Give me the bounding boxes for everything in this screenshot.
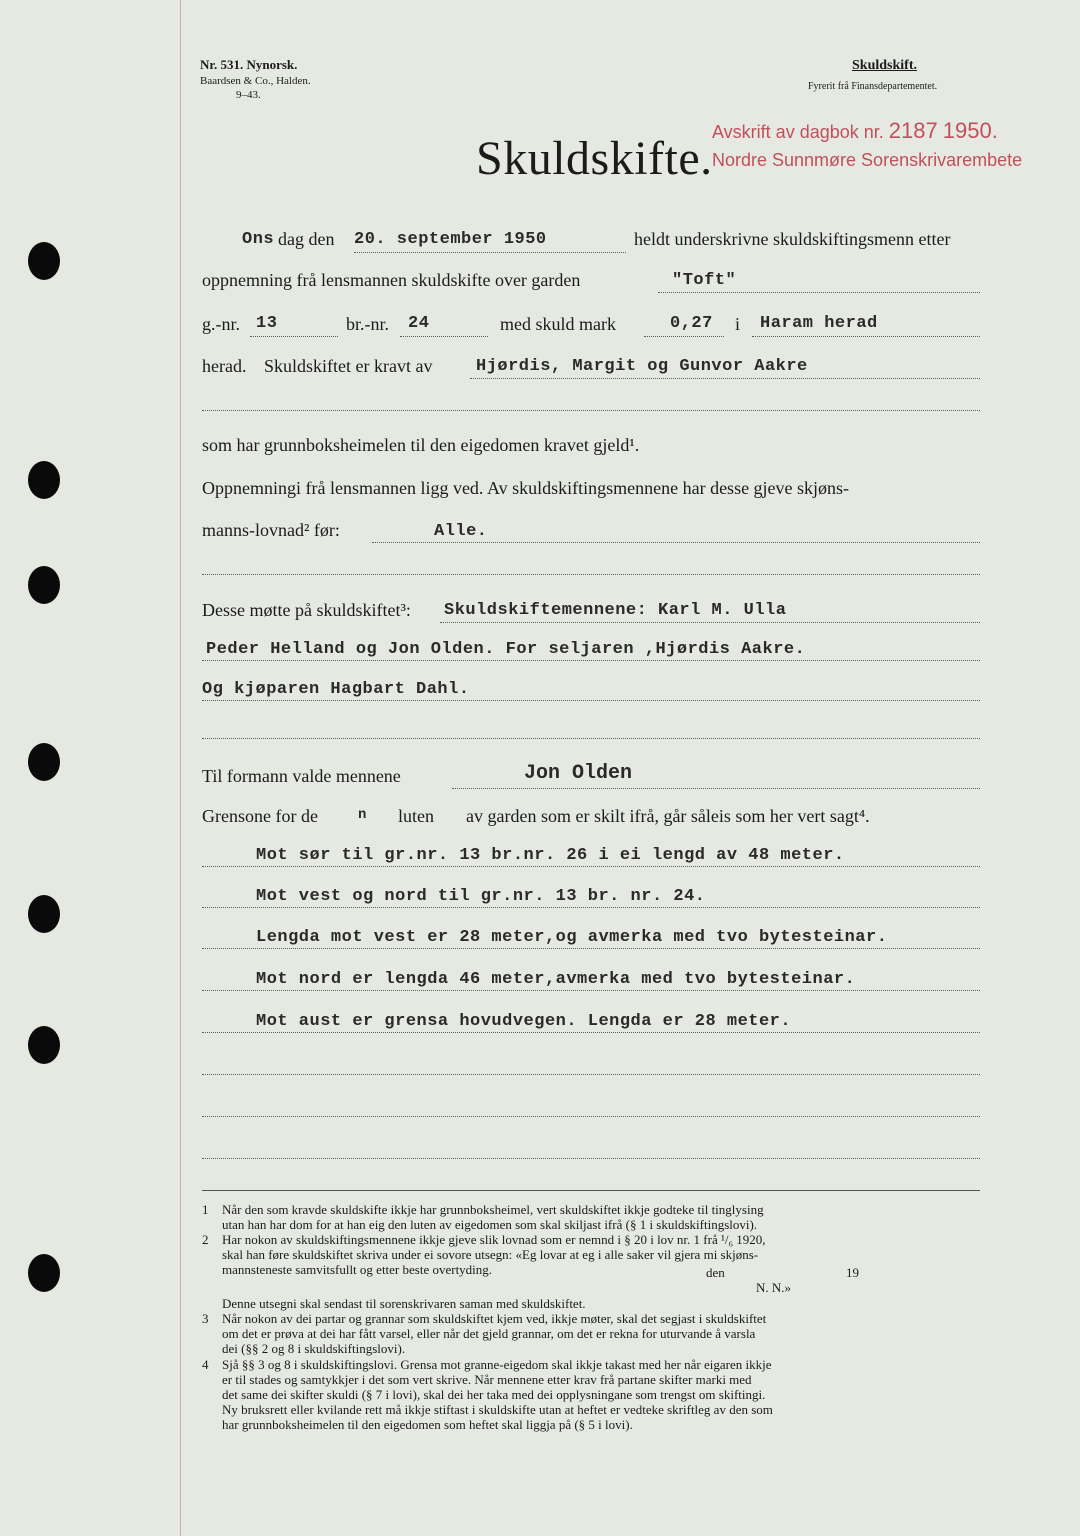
punch-hole [28,895,60,933]
border-line: Mot aust er grensa hovudvegen. Lengda er 28 meter. [256,1012,792,1031]
requesters-value: Hjørdis, Margit og Gunvor Aakre [476,357,808,376]
footnote-text: om det er prøva at dei har fått varsel, eller når det gjeld grannar, om det er rekna for uturvande å varsla [222,1326,756,1341]
footnote-text: Denne utsegni skal sendast til sorenskrivaren saman med skuldskiftet. [222,1296,586,1311]
farm-dotline [658,292,980,293]
approval-note: Fyrerit frå Finansdepartementet. [808,81,938,92]
footnote-text: mannsteneste samvitsfullt og etter beste overtyding. [222,1262,493,1277]
motte-label: Desse møtte på skuldskiftet³: [202,600,411,620]
footnote-separator [202,1190,980,1191]
punch-hole [28,566,60,604]
date-dotline [354,252,626,253]
heimel-text: som har grunnboksheimelen til den eigedomen kravet gjeld¹. [202,435,640,455]
punch-hole [28,242,60,280]
printer-name: Baardsen & Co., Halden. [200,75,311,87]
stamp-line2: Nordre Sunnmøre Sorenskrivarembete [712,150,1023,170]
requesters-dotline [470,378,980,379]
border-line: Mot sør til gr.nr. 13 br.nr. 26 i ei lengd av 48 meter. [256,846,845,865]
punch-hole [28,1254,60,1292]
footnote-mark: 2 [202,1232,209,1247]
grensone-rest: av garden som er skilt ifrå, går såleis som her vert sagt⁴. [466,806,870,826]
footnote-mark: 1 [202,1202,209,1217]
punch-hole [28,461,60,499]
footnote-text: Når nokon av dei partar og grannar som skuldskiftet kjem ved, ikkje møter, skal det segjast i skuldskiftet [222,1311,767,1326]
blank-dotline [202,1158,980,1159]
footnote-year: 19 [846,1265,859,1280]
municipality-value: Haram herad [760,314,878,333]
motte-line1: Skuldskiftemennene: Karl M. Ulla [444,601,787,620]
herad-label: herad. [202,356,247,376]
blank-dotline [202,1116,980,1117]
farm-value: "Toft" [672,271,737,290]
dag-den-label: dag den [278,229,335,249]
grensone-luten: luten [398,806,434,826]
footnote-text: er til stades og samtykkjer i det som vert skrive. Når mennene etter krav frå partane skifter marki med [222,1372,752,1387]
footnote-mark: 3 [202,1311,209,1326]
date-value: 20. september 1950 [354,230,547,249]
weekday-value: Ons [242,230,275,249]
blank-dotline [202,574,980,575]
motte-line3: Og kjøparen Hagbart Dahl. [202,680,470,699]
lovnad-dotline [372,542,980,543]
stamp-line1: Avskrift av dagbok nr. 2187 1950. [712,118,998,143]
formann-value: Jon Olden [524,762,633,785]
border-dotline [202,866,980,867]
footnote-text: det same dei skifter skuldi (§ 7 i lovi), skal dei her taka med dei opplysningane som trengst om skiftingi. [222,1387,766,1402]
page-title: Skuldskifte. [476,132,713,185]
bnr-dotline [400,336,488,337]
grensone-n: n [358,807,367,823]
bnr-value: 24 [408,314,430,333]
footnote-text: har grunnboksheimelen til den eigedomen som heftet skal liggja på (§ 5 i lovi). [222,1417,633,1432]
gnr-dotline [250,336,338,337]
border-dotline [202,907,980,908]
oppnemning-text: oppnemning frå lensmannen skuldskifte over garden [202,270,581,290]
punch-hole [28,1026,60,1064]
footnote-den: den [706,1265,725,1280]
form-number: Nr. 531. Nynorsk. [200,57,298,72]
print-date: 9–43. [236,89,261,101]
gnr-label: g.-nr. [202,314,240,334]
lovnad-label: manns-lovnad² før: [202,520,340,540]
blank-dotline [202,738,980,739]
blank-dotline [202,410,980,411]
border-line: Mot vest og nord til gr.nr. 13 br. nr. 24. [256,887,706,906]
formann-label: Til formann valde mennene [202,766,401,786]
border-line: Mot nord er lengda 46 meter,avmerka med tvo bytesteinar. [256,970,856,989]
footnote-mark: 4 [202,1357,209,1372]
border-dotline [202,948,980,949]
margin-line [180,0,181,1536]
skuld-dotline [644,336,724,337]
oppnemningi-text: Oppnemningi frå lensmannen ligg ved. Av skuldskiftingsmennene har desse gjeve skjøns- [202,478,850,498]
i-label: i [735,314,741,334]
footnote-nn: N. N.» [756,1280,792,1295]
gnr-value: 13 [256,314,278,333]
punch-hole [28,743,60,781]
municipality-dotline [752,336,980,337]
footnote-text: Sjå §§ 3 og 8 i skuldskiftingslovi. Grensa mot granne-eigedom skal ikkje takast med her når eigaren ikkje [222,1357,772,1372]
blank-dotline [202,1074,980,1075]
border-dotline [202,990,980,991]
kravt-label: Skuldskiftet er kravt av [264,356,433,376]
form-name: Skuldskift. [852,58,917,73]
motte-line2: Peder Helland og Jon Olden. For seljaren ,Hjørdis Aakre. [206,640,806,659]
footnote-text: skal han føre skuldskiftet skriva under ei sovore utsegn: «Eg lovar at eg i alle saker vil gjera mi skjøns- [222,1247,759,1262]
grensone-label: Grensone for de [202,806,318,826]
formann-dotline [452,788,980,789]
motte-dotline3 [202,700,980,701]
footnote-text: utan han har dom for at han eig den luten av eigedomen som skal skiljast ifrå (§ 1 i skuldskiftingslovi). [222,1217,758,1232]
border-dotline [202,1032,980,1033]
footnote-text: Ny bruksrett eller kvilande rett må ikkje stiftast i skuldskifte utan at heftet er vedteke skriftleg av den som [222,1402,773,1417]
held-text: heldt underskrivne skuldskiftingsmenn etter [634,229,951,249]
skuld-value: 0,27 [670,314,713,333]
motte-dotline1 [440,622,980,623]
border-line: Lengda mot vest er 28 meter,og avmerka med tvo bytesteinar. [256,928,888,947]
footnote-text: dei (§§ 2 og 8 i skuldskiftingslovi). [222,1341,406,1356]
motte-dotline2 [202,660,980,661]
footnote-text: Når den som kravde skuldskifte ikkje har grunnboksheimel, vert skuldskiftet ikkje godteke til tinglysing [222,1202,764,1217]
footnote-text: Har nokon av skuldskiftingsmennene ikkje gjeve slik lovnad som er nemnd i § 20 i lov nr. 1 frå ¹/₆ 1920, [222,1232,766,1247]
skuld-label: med skuld mark [500,314,616,334]
lovnad-value: Alle. [434,522,488,541]
bnr-label: br.-nr. [346,314,389,334]
